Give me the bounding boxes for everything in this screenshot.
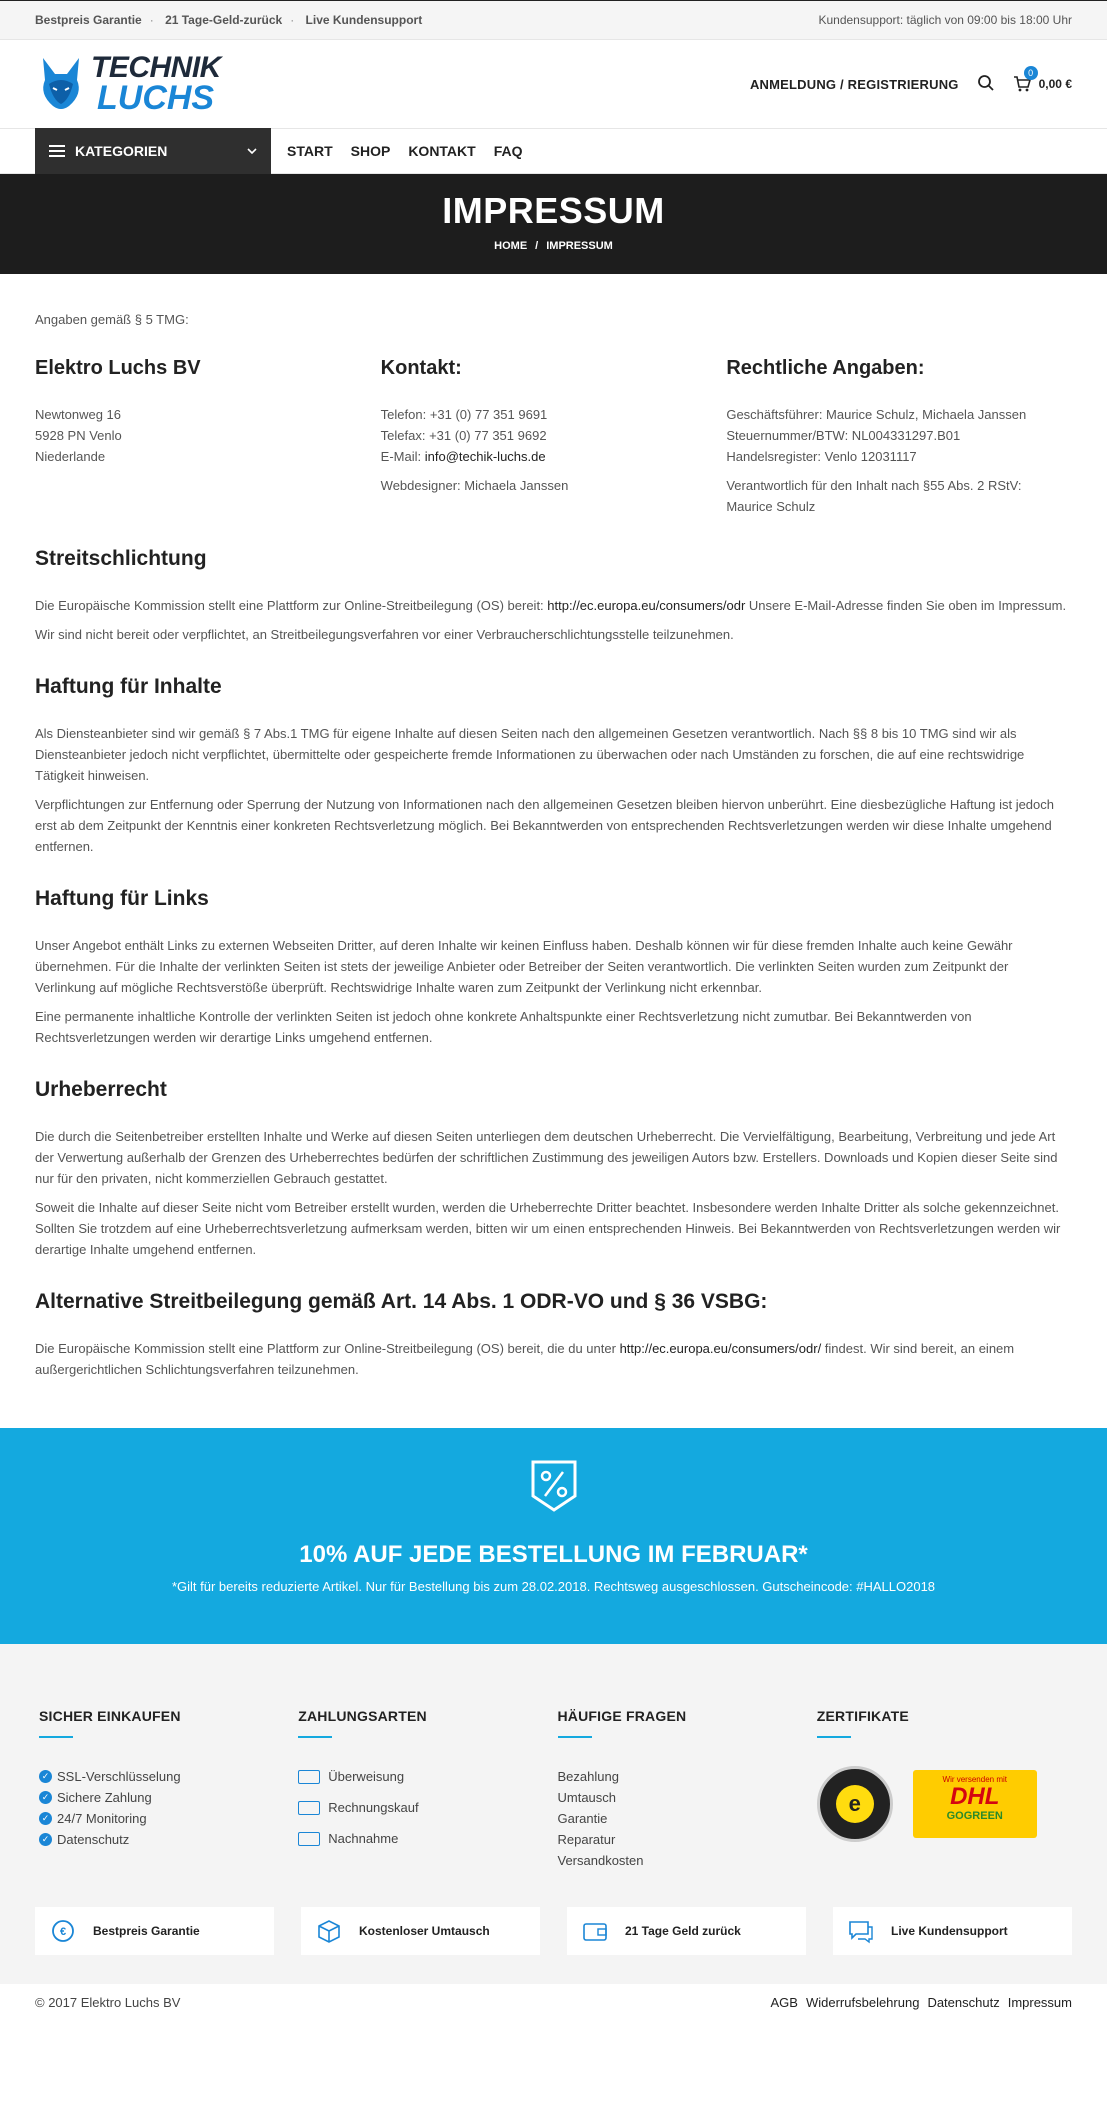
list-item — [298, 1828, 553, 1849]
legal-managers: Geschäftsführer: Maurice Schulz, Michaela Janssen — [726, 407, 1027, 422]
check-icon: ✓ — [39, 1791, 52, 1804]
address-city: 5928 PN Venlo — [35, 428, 122, 443]
nav-link-faq[interactable]: FAQ — [493, 143, 523, 159]
section-paragraph — [35, 1338, 1072, 1380]
webdesigner-credit: Webdesigner: Michaela Janssen — [380, 478, 569, 493]
company-name: Elektro Luchs BV — [35, 357, 201, 379]
topbar-item-support: Live Kundensupport — [305, 13, 423, 27]
feature-box-umtausch — [301, 1907, 540, 1955]
nav-link-shop[interactable]: SHOP — [350, 143, 391, 159]
feature-box-label: Bestpreis Garantie — [93, 1924, 200, 1938]
hamburger-icon — [49, 145, 65, 157]
impressum-content — [0, 274, 1107, 1428]
paragraph-text: Die Europäische Kommission stellt eine Plattform zur Online-Streitbeilegung (OS) bereit, die du unter — [35, 1341, 620, 1356]
list-item-label: SSL-Verschlüsselung — [57, 1769, 181, 1784]
list-item-label: Überweisung — [328, 1769, 405, 1784]
chevron-down-icon — [247, 148, 257, 154]
faq-link-bezahlung[interactable]: Bezahlung — [557, 1769, 619, 1784]
feature-box-label: Kostenloser Umtausch — [359, 1924, 490, 1938]
wallet-icon — [581, 1917, 609, 1945]
footer-heading: SICHER EINKAUFEN — [39, 1708, 181, 1724]
address-country: Niederlande — [35, 449, 106, 464]
section-paragraph: Verpflichtungen zur Entfernung oder Sperrung der Nutzung von Informationen nach den allgemeinen Gesetzen bleiben hiervon unberührt. Eine diesbezügliche Haftung ist jedoch erst ab dem Zeitpunkt der Kenntnis einer konkreten Rechtsverletzung möglich. Bei Bekanntwerden von entsprechenden Rechtsverletzungen werden wir diese Inhalte umgehend entfernen. — [35, 797, 1054, 854]
promo-title: 10% AUF JEDE BESTELLUNG IM FEBRUAR* — [299, 1541, 808, 1568]
footer-link-widerrufsbelehrung[interactable]: Widerrufsbelehrung — [805, 1994, 920, 2010]
footer-col-sicher-einkaufen — [35, 1708, 294, 1871]
section-heading: Alternative Streitbeilegung gemäß Art. 14 Abs. 1 ODR-VO und § 36 VSBG: — [35, 1290, 768, 1313]
feature-box-label: 21 Tage Geld zurück — [625, 1924, 741, 1938]
dhl-logo: DHL — [950, 1783, 1000, 1810]
check-icon: ✓ — [39, 1833, 52, 1846]
list-item — [298, 1797, 553, 1818]
footer-columns — [35, 1708, 1072, 1871]
chat-icon — [847, 1917, 875, 1945]
top-bar-features: Bestpreis Garantie · 21 Tage-Geld-zurück · Live Kundensupport — [35, 13, 423, 27]
section-heading: Streitschlichtung — [35, 547, 207, 570]
odr-link-alt[interactable]: http://ec.europa.eu/consumers/odr/ — [619, 1341, 822, 1356]
bank-card-icon — [298, 1770, 320, 1784]
section-heading: Haftung für Inhalte — [35, 675, 222, 698]
dhl-badge-caption: Wir versenden mit — [942, 1775, 1007, 1784]
contact-phone: Telefon: +31 (0) 77 351 9691 — [380, 407, 548, 422]
section-haftung-links — [35, 887, 1072, 1048]
breadcrumb: HOME / IMPRESSUM — [494, 240, 613, 252]
company-info-columns — [35, 357, 1072, 517]
contact-email-line — [381, 446, 727, 467]
list-item — [39, 1787, 294, 1808]
contact-column — [381, 357, 727, 517]
section-paragraph: Wir sind nicht bereit oder verpflichtet, an Streitbeilegungsverfahren vor einer Verbraucherschlichtungsstelle teilzunehmen. — [35, 627, 734, 642]
list-item-label: 24/7 Monitoring — [57, 1811, 147, 1826]
promo-banner — [0, 1428, 1107, 1644]
cart-button[interactable] — [1013, 68, 1072, 93]
list-item-label: Rechnungskauf — [328, 1800, 419, 1815]
footer-col-zertifikate — [813, 1708, 1072, 1871]
contact-heading: Kontakt: — [380, 357, 462, 379]
gogreen-label: GOGREEN — [946, 1810, 1003, 1822]
legal-tax-number: Steuernummer/BTW: NL004331297.B01 — [726, 428, 961, 443]
footer-link-datenschutz[interactable]: Datenschutz — [927, 1994, 1000, 2010]
topbar-item-bestpreis: Bestpreis Garantie — [35, 13, 142, 27]
legal-register: Handelsregister: Venlo 12031117 — [726, 449, 917, 464]
section-haftung-inhalte — [35, 675, 1072, 857]
paragraph-text: findest. Wir sind bereit, an einem außergerichtlichen Schlichtungsverfahren teilzunehmen. — [35, 1341, 1015, 1377]
legal-column — [726, 357, 1072, 517]
list-item-label: Nachnahme — [328, 1831, 399, 1846]
page-title-banner — [0, 174, 1107, 274]
categories-label: KATEGORIEN — [75, 142, 168, 159]
section-paragraph: Die durch die Seitenbetreiber erstellten Inhalte und Werke auf diesen Seiten unterliegen dem deutschen Urheberrecht. Die Vervielfältigung, Bearbeitung, Verbreitung und jede Art der Verwertung außerhalb der Grenzen des Urheberrechtes bedürfen der schriftlichen Zustimmung des jeweiligen Autors bzw. Erstellers. Downloads und Kopien dieser Seite sind nur für den privaten, nicht kommerziellen Gebrauch gestattet. — [35, 1129, 1058, 1186]
logo-wordmark — [91, 50, 221, 118]
company-address-column — [35, 357, 381, 517]
address-street: Newtonweg 16 — [35, 407, 121, 422]
list-item — [39, 1766, 294, 1787]
contact-fax: Telefax: +31 (0) 77 351 9692 — [380, 428, 547, 443]
check-icon: ✓ — [39, 1812, 52, 1825]
section-heading: Haftung für Links — [35, 887, 209, 910]
price-guarantee-icon — [49, 1917, 77, 1945]
invoice-icon — [298, 1801, 320, 1815]
list-item-label: Sichere Zahlung — [57, 1790, 152, 1805]
site-logo[interactable] — [35, 50, 221, 118]
list-item — [39, 1808, 294, 1829]
faq-link-versandkosten[interactable]: Versandkosten — [557, 1853, 644, 1868]
section-streitschlichtung — [35, 547, 1072, 645]
feature-box-bestpreis — [35, 1907, 274, 1955]
section-paragraph — [35, 595, 1072, 616]
site-footer — [0, 1644, 1107, 1984]
footer-heading: ZERTIFIKATE — [816, 1708, 909, 1724]
login-register-link[interactable]: ANMELDUNG / REGISTRIERUNG — [749, 76, 959, 92]
footer-heading: HÄUFIGE FRAGEN — [557, 1708, 687, 1724]
contact-email-link[interactable]: info@techik-luchs.de — [424, 449, 546, 464]
feature-boxes — [35, 1907, 1072, 1955]
footer-heading: ZAHLUNGSARTEN — [298, 1708, 427, 1724]
legal-links — [771, 1995, 1072, 2010]
categories-dropdown[interactable] — [35, 128, 271, 174]
paragraph-text: Die Europäische Kommission stellt eine Plattform zur Online-Streitbeilegung (OS) bereit: — [35, 598, 548, 613]
dhl-gogreen-badge — [913, 1770, 1037, 1838]
legal-responsible-name: Maurice Schulz — [726, 499, 816, 514]
topbar-item-geld-zurueck: 21 Tage-Geld-zurück — [165, 13, 283, 27]
faq-link-reparatur[interactable]: Reparatur — [557, 1832, 616, 1847]
section-alternative-streitbeilegung — [35, 1290, 1072, 1380]
faq-link-garantie[interactable]: Garantie — [557, 1811, 608, 1826]
main-navigation — [0, 128, 1107, 174]
list-item — [39, 1829, 294, 1850]
footer-link-impressum[interactable]: Impressum — [1007, 1994, 1072, 2010]
svg-text:€: € — [59, 1926, 67, 1938]
contact-email-label: E-Mail: — [380, 449, 425, 464]
copyright-text: © 2017 Elektro Luchs BV — [35, 1994, 181, 2010]
breadcrumb-home[interactable]: HOME — [494, 240, 528, 252]
footer-col-zahlungsarten — [294, 1708, 553, 1871]
feature-box-support — [833, 1907, 1072, 1955]
section-paragraph: Eine permanente inhaltliche Kontrolle der verlinkten Seiten ist jedoch ohne konkrete Anhaltspunkte einer Rechtsverletzung nicht zumutbar. Bei Bekanntwerden von Rechtsverletzungen werden wir derartige Links umgehend entfernen. — [35, 1009, 972, 1045]
trusted-shops-seal[interactable] — [817, 1766, 893, 1842]
list-item-label: Datenschutz — [57, 1832, 130, 1847]
discount-badge-icon — [529, 1458, 579, 1514]
nav-link-start[interactable]: START — [287, 143, 333, 159]
search-button[interactable] — [977, 74, 995, 95]
section-paragraph: Unser Angebot enthält Links zu externen Webseiten Dritter, auf deren Inhalte wir keinen Einfluss haben. Deshalb können wir für diese fremden Inhalte auch keine Gewähr übernehmen. Für die Inhalte der verlinkten Seiten ist stets der jeweilige Anbieter oder Betreiber der Seiten verantwortlich. Die verlinkten Seiten wurden zum Zeitpunkt der Verlinkung auf mögliche Rechtsverstöße überprüft. Rechtswidrige Inhalte waren zum Zeitpunkt der Verlinkung nicht erkennbar. — [35, 938, 1013, 995]
faq-link-umtausch[interactable]: Umtausch — [557, 1790, 617, 1805]
support-hours: Kundensupport: täglich von 09:00 bis 18:00 Uhr — [818, 13, 1072, 27]
feature-box-label: Live Kundensupport — [891, 1924, 1008, 1938]
search-icon — [977, 74, 995, 92]
list-item — [298, 1766, 553, 1787]
logo-line-technik: TECHNIK — [91, 50, 221, 84]
footer-link-agb[interactable]: AGB — [770, 1994, 798, 2010]
trusted-shops-e-icon: e — [836, 1785, 874, 1823]
top-bar — [0, 0, 1107, 40]
legal-heading: Rechtliche Angaben: — [726, 357, 925, 379]
section-heading: Urheberrecht — [35, 1078, 167, 1101]
section-urheberrecht — [35, 1078, 1072, 1260]
logo-line-luchs: LUCHS — [97, 79, 215, 118]
menu-links — [287, 143, 523, 159]
cart-count-badge: 0 — [1024, 66, 1038, 80]
package-icon — [315, 1917, 343, 1945]
cash-icon — [298, 1832, 320, 1846]
paragraph-text: Unsere E-Mail-Adresse finden Sie oben im Impressum. — [745, 598, 1067, 613]
cart-total: 0,00 € — [1038, 77, 1072, 91]
section-paragraph: Soweit die Inhalte auf dieser Seite nicht vom Betreiber erstellt wurden, werden die Urheberrechte Dritter beachtet. Insbesondere werden Inhalte Dritter als solche gekennzeichnet. Sollten Sie trotzdem auf eine Urheberrechtsverletzung aufmerksam werden, bitten wir um einen entsprechenden Hinweis. Bei Bekanntwerden von Rechtsverletzungen werden wir derartige Inhalte umgehend entfernen. — [35, 1200, 1061, 1257]
page-title: IMPRESSUM — [442, 190, 665, 231]
check-icon: ✓ — [39, 1770, 52, 1783]
footer-col-faq — [554, 1708, 813, 1871]
intro-text: Angaben gemäß § 5 TMG: — [35, 312, 189, 327]
section-paragraph: Als Diensteanbieter sind wir gemäß § 7 Abs.1 TMG für eigene Inhalte auf diesen Seiten nach den allgemeinen Gesetzen verantwortlich. Nach §§ 8 bis 10 TMG sind wir als Diensteanbieter jedoch nicht verpflichtet, übermittelte oder gespeicherte fremde Informationen zu überwachen oder nach Umständen zu forschen, die auf eine rechtswidrige Tätigkeit hinweisen. — [35, 726, 1025, 783]
header-actions — [749, 68, 1072, 95]
promo-subtitle: *Gilt für bereits reduzierte Artikel. Nur für Bestellung bis zum 28.02.2018. Rechtsweg ausgeschlossen. Gutscheincode: #HALLO2018 — [171, 1579, 936, 1594]
breadcrumb-current: IMPRESSUM — [546, 240, 613, 252]
feature-box-geld-zurueck — [567, 1907, 806, 1955]
site-header — [0, 40, 1107, 128]
nav-link-kontakt[interactable]: KONTAKT — [408, 143, 476, 159]
odr-link[interactable]: http://ec.europa.eu/consumers/odr — [547, 598, 746, 613]
legal-responsible-label: Verantwortlich für den Inhalt nach §55 Abs. 2 RStV: — [726, 478, 1022, 493]
fox-logo-icon — [35, 54, 87, 114]
copyright-bar — [0, 1984, 1107, 2020]
